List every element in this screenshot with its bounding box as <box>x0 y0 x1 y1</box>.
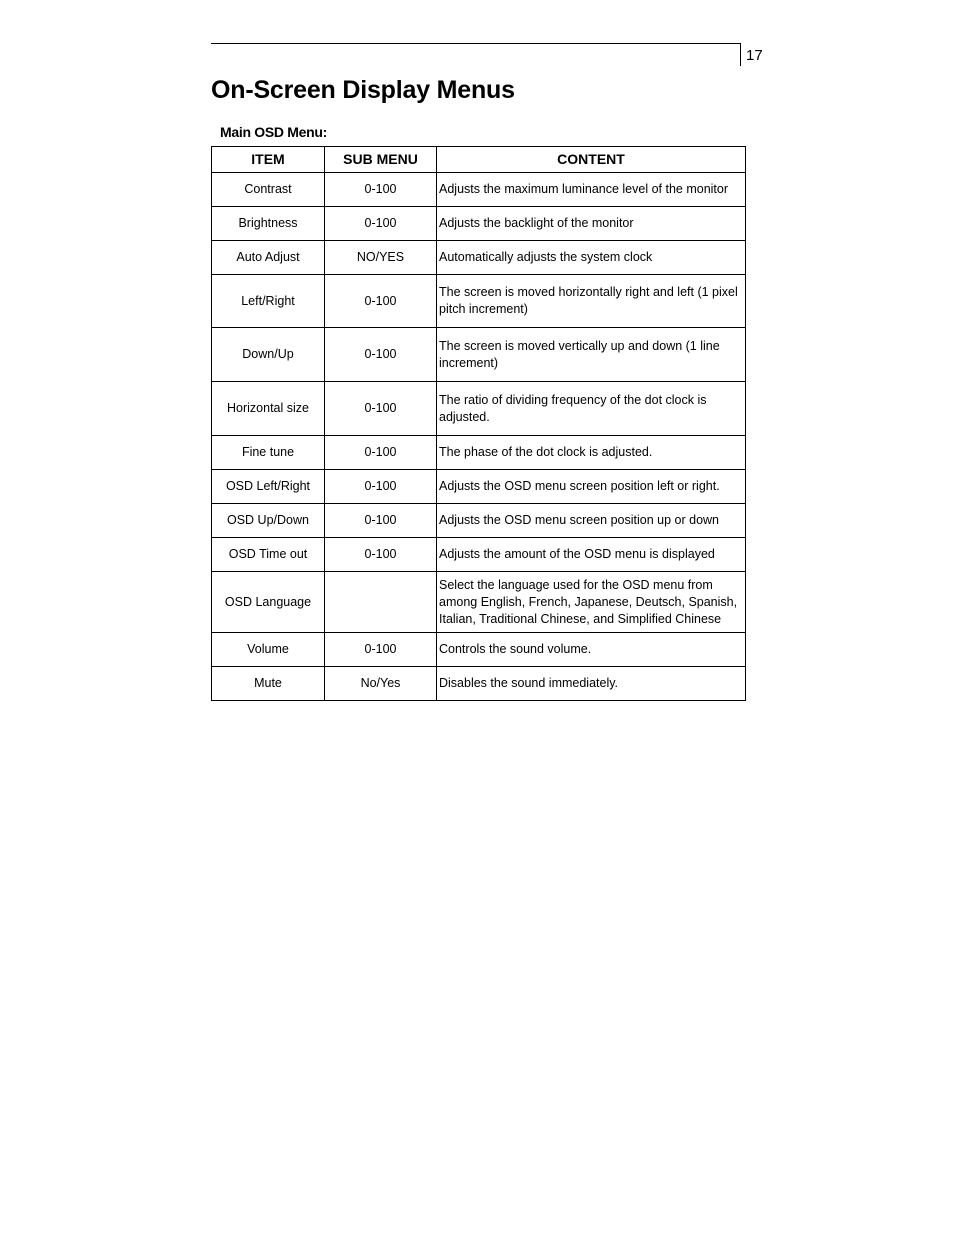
column-header-item: ITEM <box>212 147 325 173</box>
cell-item: OSD Left/Right <box>212 470 325 504</box>
cell-content: The screen is moved vertically up and down (1 line increment) <box>437 328 746 382</box>
cell-item: Volume <box>212 633 325 667</box>
table-row <box>212 572 746 633</box>
page-title: On-Screen Display Menus <box>211 76 515 104</box>
cell-item: OSD Up/Down <box>212 504 325 538</box>
cell-content: Adjusts the backlight of the monitor <box>437 207 746 241</box>
cell-content: Adjusts the OSD menu screen position up or down <box>437 504 746 538</box>
cell-sub-menu: 0-100 <box>325 538 437 572</box>
table-row <box>212 382 746 436</box>
header-divider <box>740 43 741 66</box>
table-row <box>212 633 746 667</box>
cell-sub-menu: 0-100 <box>325 173 437 207</box>
cell-content: Disables the sound immediately. <box>437 667 746 701</box>
cell-sub-menu: 0-100 <box>325 328 437 382</box>
cell-sub-menu: 0-100 <box>325 504 437 538</box>
cell-item: Brightness <box>212 207 325 241</box>
table-row <box>212 207 746 241</box>
table-row <box>212 538 746 572</box>
cell-sub-menu: 0-100 <box>325 470 437 504</box>
cell-content: Adjusts the maximum luminance level of the monitor <box>437 173 746 207</box>
cell-item: OSD Time out <box>212 538 325 572</box>
cell-sub-menu: No/Yes <box>325 667 437 701</box>
osd-menu-table <box>211 146 746 701</box>
table-row <box>212 173 746 207</box>
section-title: Main OSD Menu: <box>220 124 328 140</box>
cell-item: Auto Adjust <box>212 241 325 275</box>
page-number: 17 <box>746 47 763 64</box>
cell-content: Adjusts the amount of the OSD menu is displayed <box>437 538 746 572</box>
table-header-row <box>212 147 746 173</box>
cell-sub-menu: 0-100 <box>325 207 437 241</box>
cell-content: Select the language used for the OSD menu from among English, French, Japanese, Deutsch, Spanish, Italian, Traditional Chinese, and Simplified Chinese <box>437 572 746 633</box>
header-rule <box>211 43 741 44</box>
table-row <box>212 275 746 328</box>
column-header-content: CONTENT <box>437 147 746 173</box>
cell-sub-menu <box>325 572 437 633</box>
cell-item: Down/Up <box>212 328 325 382</box>
table-row <box>212 470 746 504</box>
table-row <box>212 504 746 538</box>
table-row <box>212 241 746 275</box>
table-row <box>212 328 746 382</box>
table-row <box>212 667 746 701</box>
cell-content: Controls the sound volume. <box>437 633 746 667</box>
cell-sub-menu: NO/YES <box>325 241 437 275</box>
column-header-sub-menu: SUB MENU <box>325 147 437 173</box>
cell-sub-menu: 0-100 <box>325 436 437 470</box>
table-row <box>212 436 746 470</box>
cell-content: The phase of the dot clock is adjusted. <box>437 436 746 470</box>
cell-sub-menu: 0-100 <box>325 633 437 667</box>
cell-item: OSD Language <box>212 572 325 633</box>
cell-sub-menu: 0-100 <box>325 275 437 328</box>
cell-content: Automatically adjusts the system clock <box>437 241 746 275</box>
cell-item: Left/Right <box>212 275 325 328</box>
cell-item: Horizontal size <box>212 382 325 436</box>
cell-item: Contrast <box>212 173 325 207</box>
cell-item: Fine tune <box>212 436 325 470</box>
cell-sub-menu: 0-100 <box>325 382 437 436</box>
cell-content: Adjusts the OSD menu screen position left or right. <box>437 470 746 504</box>
cell-content: The ratio of dividing frequency of the dot clock is adjusted. <box>437 382 746 436</box>
cell-content: The screen is moved horizontally right and left (1 pixel pitch increment) <box>437 275 746 328</box>
cell-item: Mute <box>212 667 325 701</box>
